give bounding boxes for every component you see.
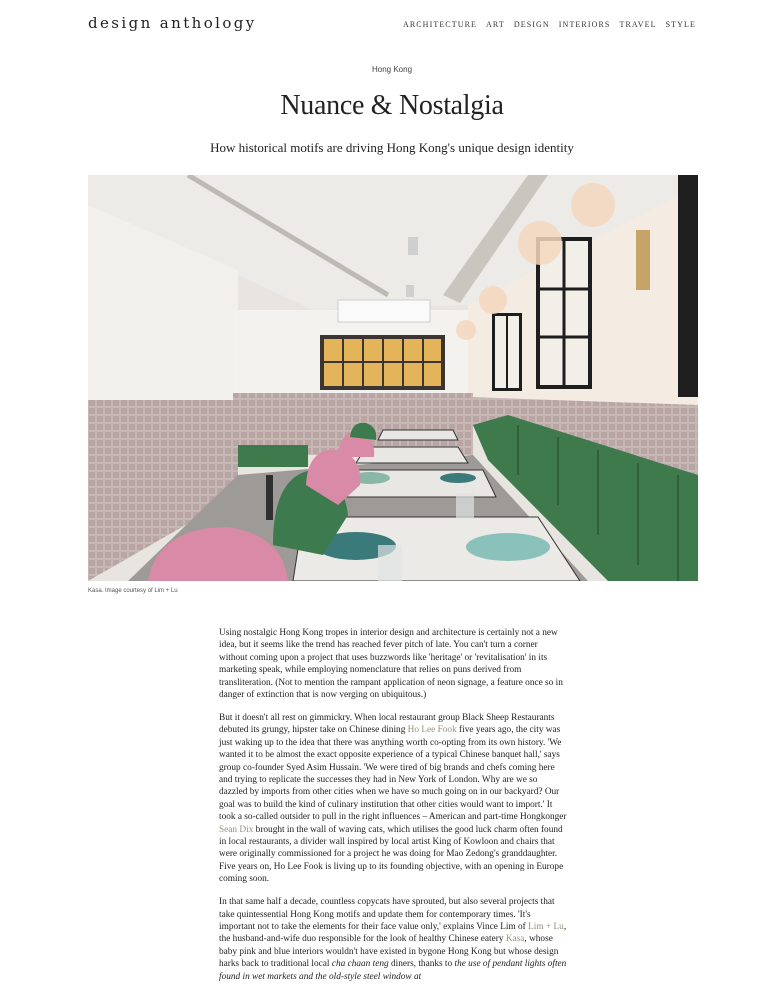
article-paragraph-3 — [219, 896, 567, 983]
text-run: In that same half a decade, countless copycats have sprouted, but also several projects that take quintessential Hong Kong motifs and update them for contemporary times. 'It's important not to take the elements for their face value only,' explains Vince Lim of — [219, 897, 555, 932]
nav-item-travel[interactable]: TRAVEL — [619, 20, 657, 29]
main-nav — [403, 20, 696, 29]
hero-image — [88, 175, 698, 581]
italic-run: cha chaan teng — [331, 959, 389, 970]
nav-item-design[interactable]: DESIGN — [513, 20, 550, 29]
text-run: diners, thanks to — [388, 959, 455, 970]
text-run: , the husband-and-wife duo responsible for the look of healthy Chinese eatery — [219, 921, 567, 945]
nav-item-interiors[interactable]: INTERIORS — [558, 20, 611, 29]
text-run: , whose baby pink and blue interiors wouldn't have existed in bygone Hong Kong but whose design harks back to traditional local — [219, 934, 559, 970]
nav-item-style[interactable]: STYLE — [665, 20, 696, 29]
site-header — [0, 0, 784, 50]
text-run: brought in the wall of waving cats, which utilises the good luck charm often found in local restaurants, a divider wall inspired by local artist King of Kowloon and chairs that were originally commissioned for a project he was doing for Mao Zedong's granddaughter. Five years on, Ho Lee Fook is living up to its founding objective, with an opening in Europe coming soon. — [219, 824, 564, 885]
italic-run: the use of pendant lights often found in wet markets and the old-style steel window at — [219, 959, 567, 982]
link-lim-lu[interactable]: Lim + Lu — [528, 921, 564, 932]
text-run: five years ago, the city was just waking up to the idea that there was anything worth co-opting from its own history. 'We wanted it to be almost the exact opposite experience of a typical Chinese banquet hall,' says group co-founder Syed Asim Hussain. 'We were tired of big brands and chefs coming here and trying to replicate the successes they had in New York of London. Why are we so dazzled by imports from other cities when we have so much going on in our backyard? Our goal was to build the kind of culinary institution that other cities would want to import.' It took a so-called outsider to pull in the right influences – American and part-time Hongkonger — [219, 725, 567, 823]
nav-item-art[interactable]: ART — [486, 20, 505, 29]
site-logo[interactable]: design anthology — [88, 14, 257, 32]
link-kasa[interactable]: Kasa — [505, 934, 525, 945]
article-body — [219, 627, 567, 993]
nav-item-architecture[interactable]: ARCHITECTURE — [402, 20, 478, 29]
article-title: Nuance & Nostalgia — [280, 90, 504, 121]
link-sean-dix[interactable]: Sean Dix — [219, 824, 254, 835]
link-ho-lee-fook[interactable]: Ho Lee Fook — [407, 725, 457, 736]
article-category[interactable]: Hong Kong — [371, 65, 413, 74]
image-caption: Kasa. Image courtesy of Lim + Lu — [88, 588, 178, 594]
article-paragraph-1: Using nostalgic Hong Kong tropes in interior design and architecture is certainly not a new idea, but it seems like the trend has reached fever pitch of late. You can't turn a corner without coming upon a project that uses buzzwords like 'heritage' or 'revitalisation' in its marketing speak, while employing nomenclature that relies on puns derived from transliteration. (Not to mention the rampant application of neon signage, a feature once so in danger of extinction that is now verging on ubiquitous.) — [219, 628, 563, 701]
text-run: But it doesn't all rest on gimmickry. When local restaurant group Black Sheep Restaurants debuted its grungy, hipster take on Chinese dining — [219, 712, 555, 736]
article-paragraph-2 — [219, 712, 567, 886]
article-subtitle: How historical motifs are driving Hong Kong's unique design identity — [210, 140, 574, 155]
